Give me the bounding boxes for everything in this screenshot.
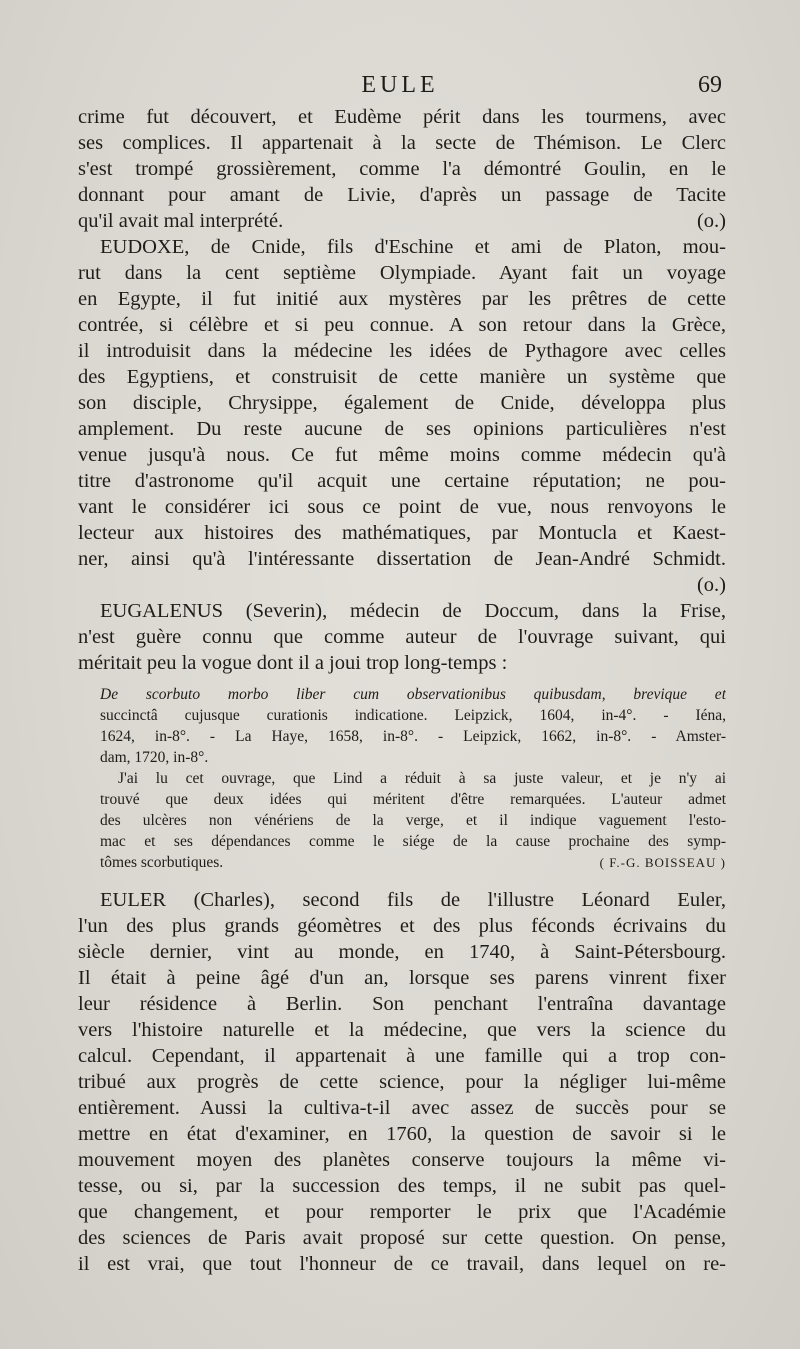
entry-eugalenus	[78, 598, 726, 873]
text-line: tesse, ou si, par la succession des temps, il ne subit pas quel-	[78, 1175, 726, 1197]
entry-heading-line: EULER (Charles), second fils de l'illustre Léonard Euler,	[100, 889, 726, 911]
text-line: ner, ainsi qu'à l'intéressante dissertation de Jean-André Schmidt.	[78, 548, 726, 570]
spacer	[78, 873, 726, 887]
page-header	[78, 72, 722, 106]
text-line: s'est trompé grossièrement, comme l'a démontré Goulin, en le	[78, 158, 726, 180]
running-head: EULE	[361, 72, 439, 98]
entry-heading-line: EUDOXE, de Cnide, fils d'Eschine et ami de Platon, mou-	[100, 236, 726, 258]
author-signature: ( F.-G. BOISSEAU )	[599, 855, 726, 870]
text-line: en Egypte, il fut initié aux mystères par les prêtres de cette	[78, 288, 726, 310]
text-line: il introduisit dans la médecine les idées de Pythagore avec celles	[78, 340, 726, 362]
page-number: 69	[698, 72, 722, 98]
text-line: contrée, si célèbre et si peu connue. A son retour dans la Grèce,	[78, 314, 726, 336]
note-line: 1624, in-8°. - La Haye, 1658, in-8°. - Leipzick, 1662, in-8°. - Amster-	[100, 728, 726, 745]
bibliography-note	[78, 684, 726, 873]
entry-heading-line: EUGALENUS (Severin), médecin de Doccum, dans la Frise,	[100, 600, 726, 622]
text-line: siècle dernier, vint au monde, en 1740, à Saint-Pétersbourg.	[78, 941, 726, 963]
note-line: trouvé que deux idées qui méritent d'être remarquées. L'auteur admet	[100, 791, 726, 808]
note-line: des ulcères non vénériens de la verge, et il indique vaguement l'esto-	[100, 812, 726, 829]
text-line: l'un des plus grands géomètres et des plus féconds écrivains du	[78, 915, 726, 937]
text-line: donnant pour amant de Livie, d'après un passage de Tacite	[78, 184, 726, 206]
text-line: amplement. Du reste aucune de ses opinions particulières n'est	[78, 418, 726, 440]
text-line: crime fut découvert, et Eudème périt dans les tourmens, avec	[78, 106, 726, 128]
note-line-content: tômes scorbutiques.	[100, 854, 224, 871]
text-line: titre d'astronome qu'il acquit une certaine réputation; ne pou-	[78, 470, 726, 492]
text-line: n'est guère connu que comme auteur de l'ouvrage suivant, qui	[78, 626, 726, 648]
text-line: lecteur aux histoires des mathématiques, par Montucla et Kaest-	[78, 522, 726, 544]
text-line: calcul. Cependant, il appartenait à une famille qui a trop con-	[78, 1045, 726, 1067]
note-line: De scorbuto morbo liber cum observationibus quibusdam, brevique et	[100, 686, 726, 703]
text-line: Il était à peine âgé d'un an, lorsque ses parens vinrent fixer	[78, 967, 726, 989]
text-line: que changement, et pour remporter le prix que l'Académie	[78, 1201, 726, 1223]
text-line: rut dans la cent septième Olympiade. Ayant fait un voyage	[78, 262, 726, 284]
note-line: J'ai lu cet ouvrage, que Lind a réduit à sa juste valeur, et je n'y ai	[118, 770, 726, 787]
text-line: des Egyptiens, et construisit de cette manière un système que	[78, 366, 726, 388]
note-line	[100, 852, 726, 873]
entry-eudoxe	[78, 234, 726, 598]
text-line: il est vrai, que tout l'honneur de ce travail, dans lequel on re-	[78, 1253, 726, 1275]
note-line: mac et ses dépendances comme le siége de la cause prochaine des symp-	[100, 833, 726, 850]
text-line: son disciple, Chrysippe, également de Cnide, développa plus	[78, 392, 726, 414]
spacer	[78, 676, 726, 684]
entry-euler	[78, 887, 726, 1277]
text-line: vant le considérer ici sous ce point de vue, nous renvoyons le	[78, 496, 726, 518]
text-line: vers l'histoire naturelle et la médecine, que vers la science du	[78, 1019, 726, 1041]
text-line: ses complices. Il appartenait à la secte de Thémison. Le Clerc	[78, 132, 726, 154]
note-line: succinctâ cujusque curationis indicatione. Leipzick, 1604, in-4°. - Iéna,	[100, 707, 726, 724]
text-line: méritait peu la vogue dont il a joui trop long-temps :	[78, 652, 508, 674]
text-line: mettre en état d'examiner, en 1760, la question de savoir si le	[78, 1123, 726, 1145]
text-line: des sciences de Paris avait proposé sur cette question. On pense,	[78, 1227, 726, 1249]
text-line: entièrement. Aussi la cultiva-t-il avec assez de succès pour se	[78, 1097, 726, 1119]
author-signature: (o.)	[696, 574, 726, 596]
text-line: mouvement moyen des planètes conserve toujours la même vi-	[78, 1149, 726, 1171]
entry-eudeme-end	[78, 104, 726, 234]
text-line	[78, 208, 726, 234]
text-line: tribué aux progrès de cette science, pour la négliger lui-même	[78, 1071, 726, 1093]
author-signature: (o.)	[696, 210, 726, 232]
text-line: venue jusqu'à nous. Ce fut même moins comme médecin qu'à	[78, 444, 726, 466]
text-line: leur résidence à Berlin. Son penchant l'entraîna davantage	[78, 993, 726, 1015]
text-line-content: qu'il avait mal interprété.	[78, 210, 284, 232]
note-line: dam, 1720, in-8°.	[100, 749, 209, 766]
page-body	[78, 104, 726, 1277]
